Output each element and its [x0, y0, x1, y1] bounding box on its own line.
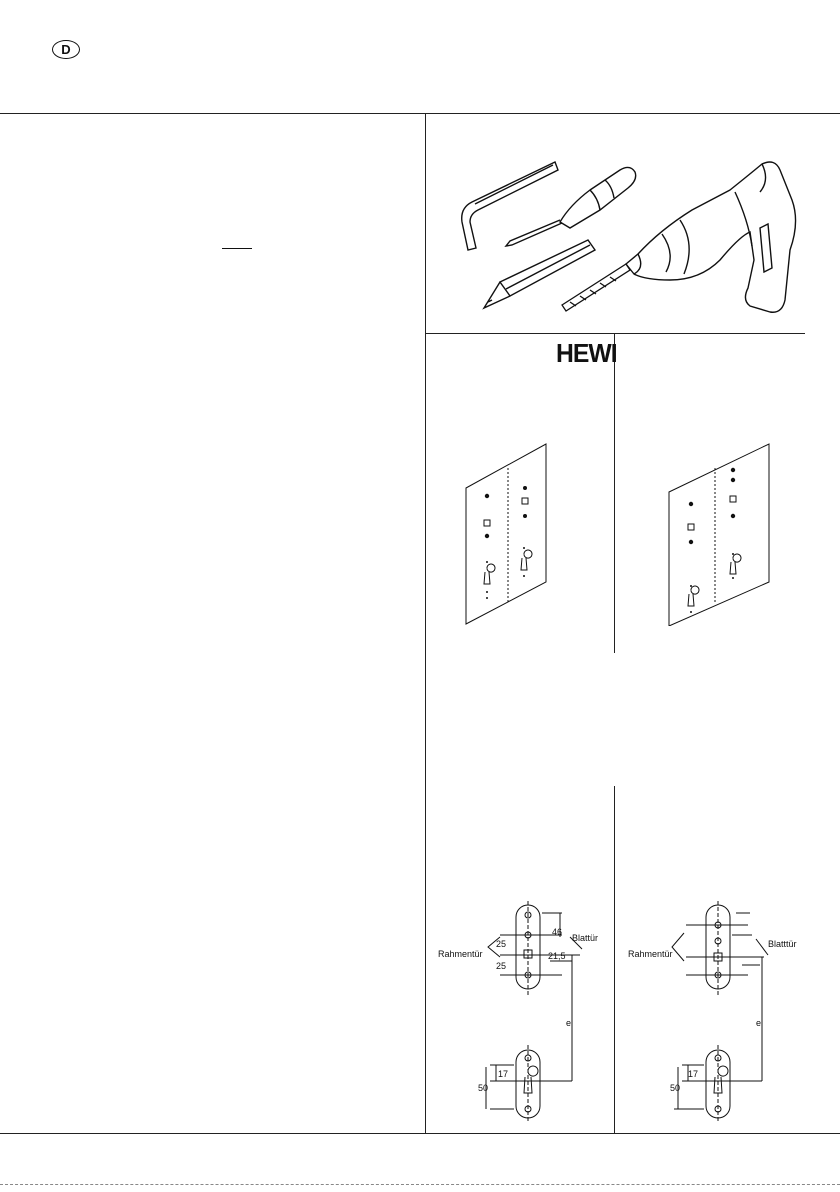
- blatttuer-label: Blattür: [572, 933, 599, 943]
- pencil-icon: [484, 240, 595, 308]
- footer-rule: [0, 1133, 840, 1134]
- drill-icon: [626, 162, 796, 312]
- dim-e: e: [756, 1018, 762, 1028]
- hewi-door-template: [460, 440, 560, 626]
- dim-e: e: [566, 1018, 572, 1028]
- drill-bit-icon: [562, 264, 630, 311]
- hewi-logo: HEWI: [556, 338, 617, 368]
- tools-panel-bottom-rule: [425, 333, 805, 334]
- dim-46: 46: [552, 927, 563, 937]
- column-divider: [425, 113, 426, 1133]
- standard-door-template: [665, 440, 775, 626]
- rahmentuer-label: Rahmentür: [438, 949, 483, 959]
- tools-illustration: [430, 150, 810, 330]
- hewi-column-divider-bottom: [614, 786, 615, 1133]
- dim-50: 50: [478, 1083, 489, 1093]
- language-badge: D: [52, 40, 80, 59]
- short-rule: [222, 248, 252, 249]
- dim-17: 17: [688, 1069, 699, 1079]
- hex-key-icon: [462, 162, 558, 250]
- blatttuer-label: Blatttür: [768, 939, 797, 949]
- footer-dash: [0, 1184, 840, 1185]
- header-rule: [0, 113, 840, 114]
- dim-25-bottom: 25: [496, 961, 507, 971]
- dim-25-top: 25: [496, 939, 507, 949]
- dim-21-5: 21,5: [548, 951, 566, 961]
- dim-17: 17: [498, 1069, 509, 1079]
- standard-dimension-diagram: [624, 895, 808, 1125]
- dim-50: 50: [670, 1083, 681, 1093]
- hewi-column-divider-top: [614, 333, 615, 653]
- rahmentuer-label: Rahmentür: [628, 949, 673, 959]
- hewi-dimension-diagram: [430, 895, 614, 1125]
